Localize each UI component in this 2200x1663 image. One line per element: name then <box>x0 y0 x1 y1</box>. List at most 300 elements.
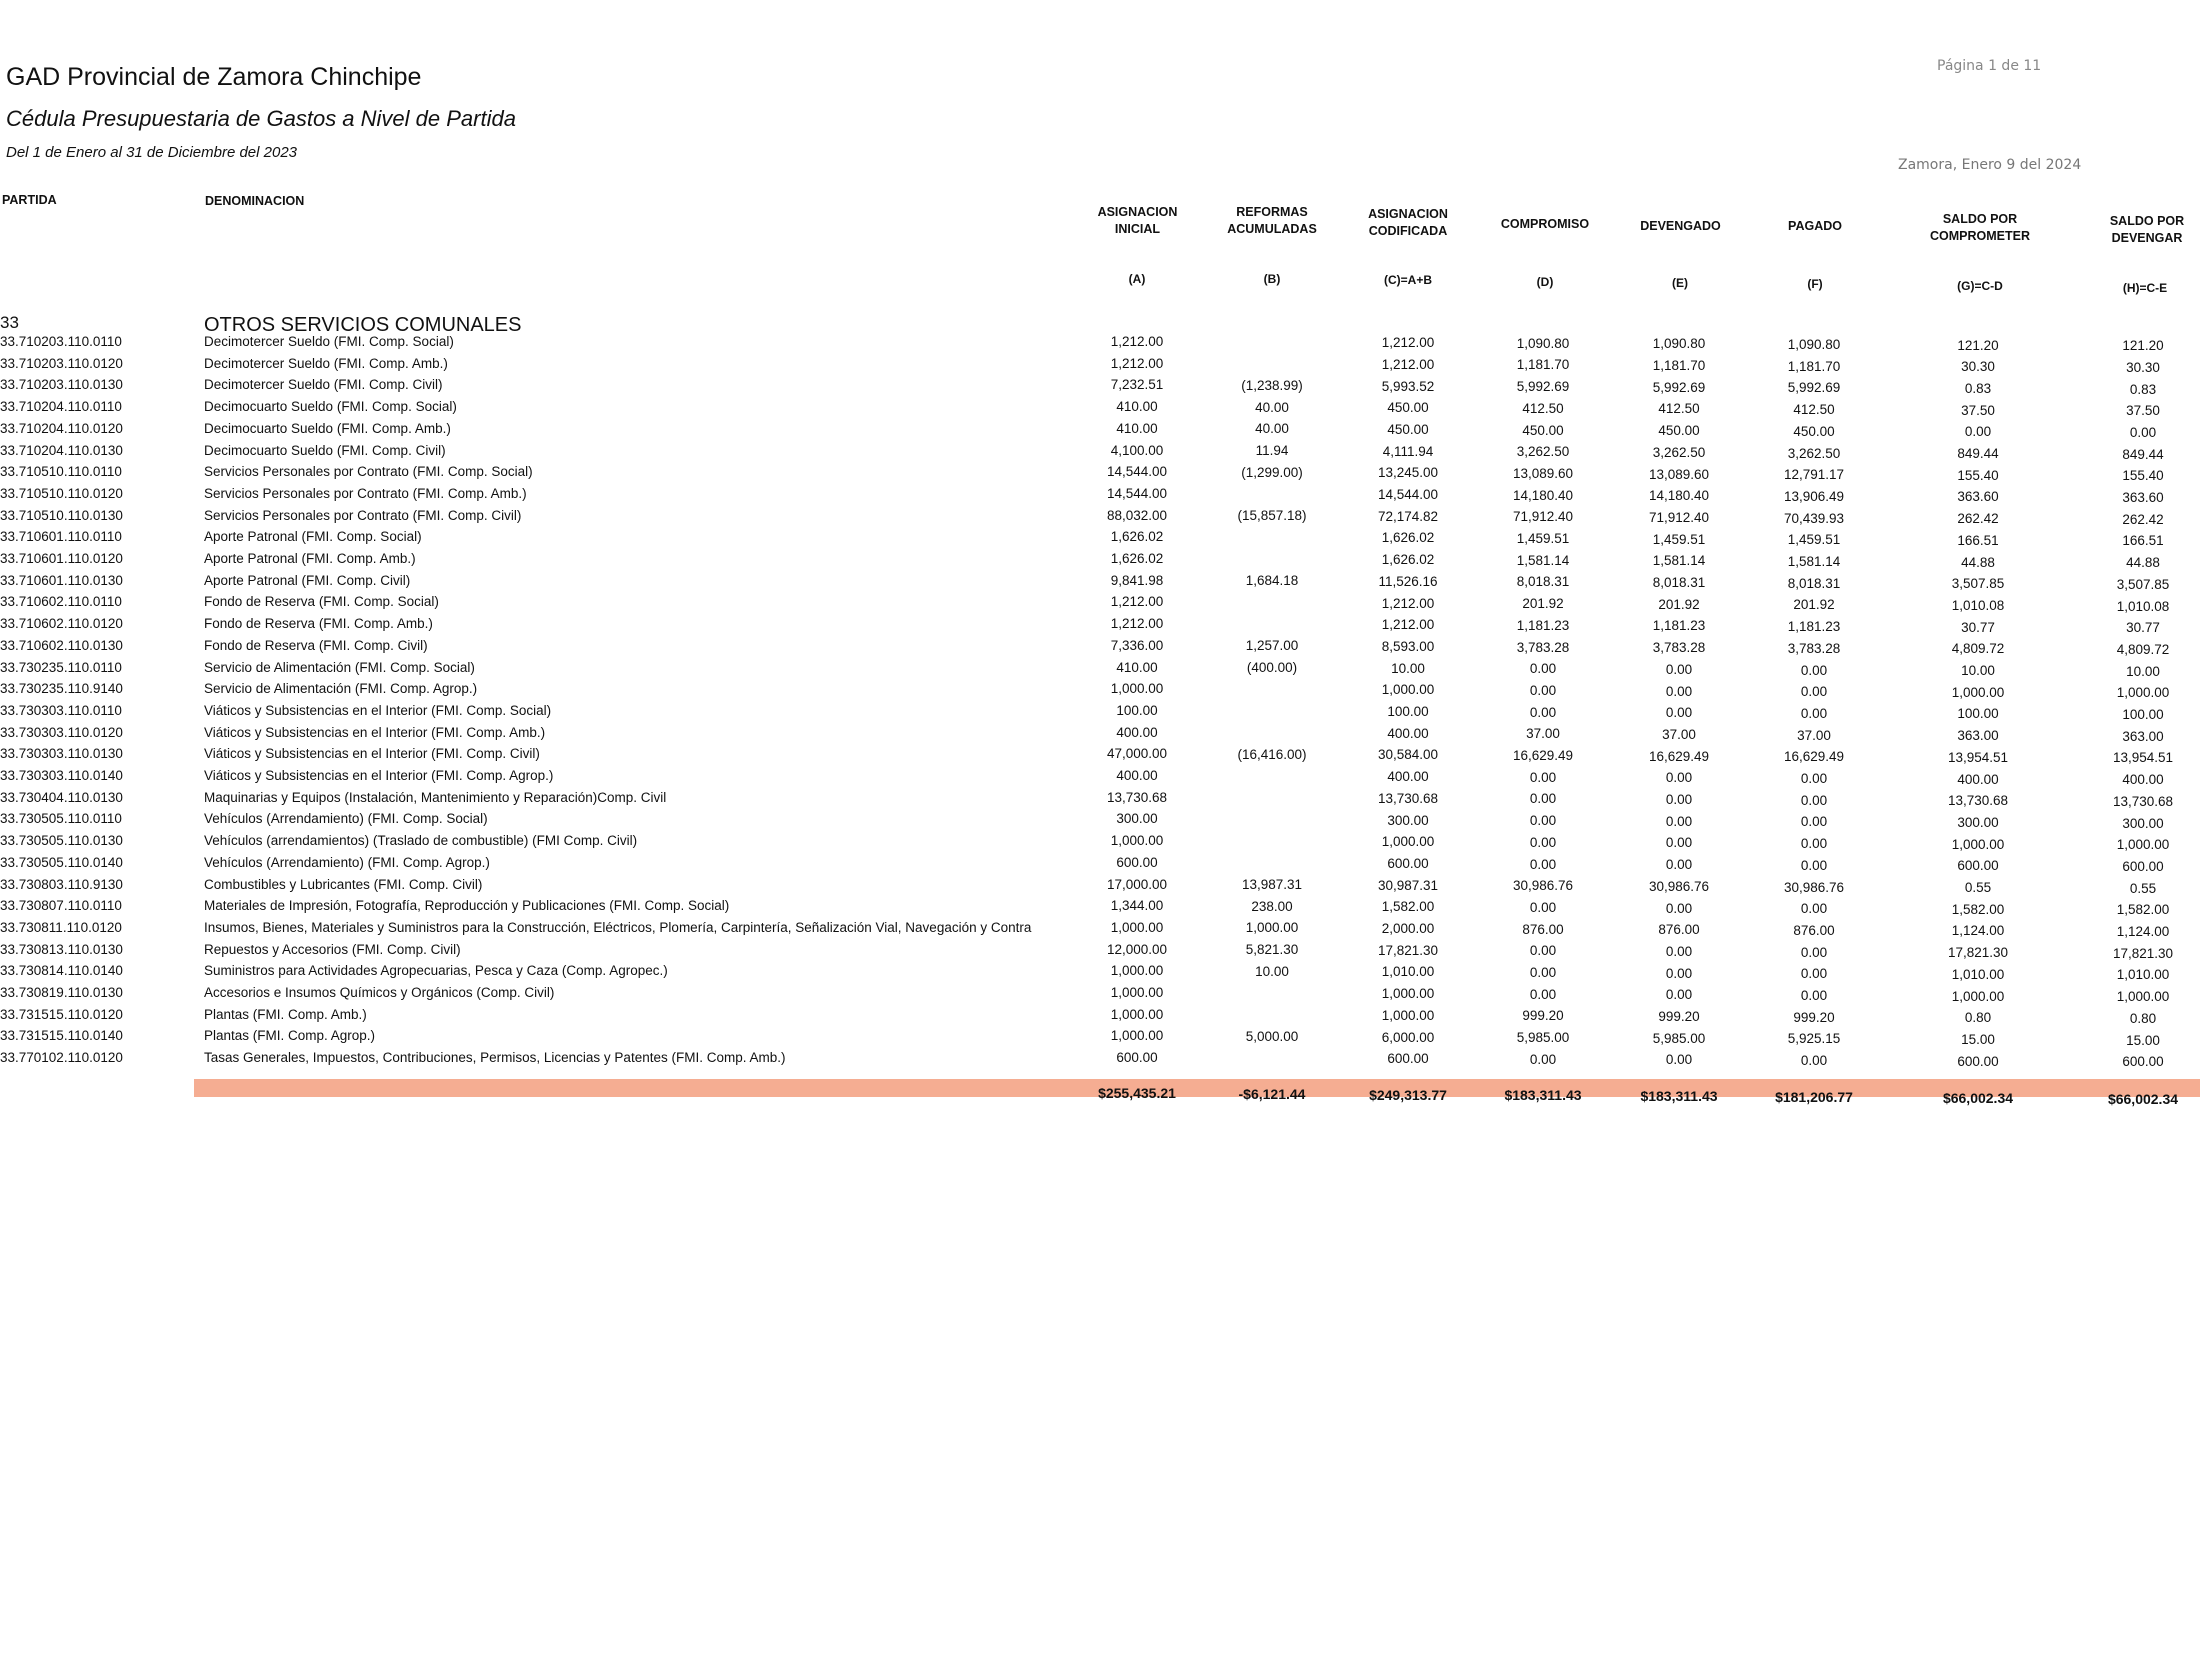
row-saldo-devengar: 1,124.00 <box>2116 924 2170 940</box>
row-partida: 33.730807.110.0110 <box>0 898 122 914</box>
row-asig-codificada: 14,544.00 <box>1377 487 1439 503</box>
row-asig-inicial: 600.00 <box>1116 1050 1158 1066</box>
row-denominacion: Viáticos y Subsistencias en el Interior (FMI. Comp. Civil) <box>204 746 540 762</box>
row-partida: 33.710203.110.0120 <box>0 355 123 371</box>
row-devengado: 1,090.80 <box>1652 336 1706 352</box>
row-asig-codificada: 1,212.00 <box>1381 595 1435 611</box>
col-saldo-devengar: SALDO POR DEVENGAR <box>2109 214 2185 245</box>
row-saldo-comprometer: 3,507.85 <box>1951 576 2005 592</box>
row-saldo-devengar: 1,000.00 <box>2116 685 2170 701</box>
table-row <box>0 898 2200 920</box>
row-pagado: 0.00 <box>1800 705 1828 721</box>
table-row <box>0 855 2200 877</box>
row-denominacion: Repuestos y Accesorios (FMI. Comp. Civil) <box>204 941 461 957</box>
row-saldo-comprometer: 17,821.30 <box>1947 945 2009 961</box>
row-saldo-devengar: 13,954.51 <box>2112 750 2174 766</box>
table-row <box>0 334 2200 356</box>
row-devengado: 1,181.23 <box>1652 618 1706 634</box>
row-partida: 33.710204.110.0120 <box>0 420 123 436</box>
col-partida: PARTIDA <box>2 193 57 207</box>
row-devengado: 876.00 <box>1658 922 1700 938</box>
row-saldo-comprometer: 30.30 <box>1961 359 1995 375</box>
row-saldo-devengar: 30.77 <box>2126 620 2160 636</box>
table-row <box>0 942 2200 964</box>
row-pagado: 8,018.31 <box>1787 575 1841 591</box>
row-partida: 33.710204.110.0110 <box>0 399 122 415</box>
row-partida: 33.710602.110.0120 <box>0 616 123 632</box>
row-asig-codificada: 1,000.00 <box>1381 986 1435 1002</box>
table-row <box>0 594 2200 616</box>
row-compromiso: 0.00 <box>1529 965 1557 981</box>
row-asig-inicial: 13,730.68 <box>1106 789 1168 805</box>
row-saldo-comprometer: 600.00 <box>1957 1053 1999 1069</box>
row-devengado: 13,089.60 <box>1648 466 1710 482</box>
row-denominacion: Decimotercer Sueldo (FMI. Comp. Civil) <box>204 377 443 393</box>
row-asig-inicial: 410.00 <box>1116 420 1158 436</box>
row-asig-inicial: 1,344.00 <box>1110 898 1164 914</box>
row-partida: 33.730505.110.0140 <box>0 854 123 870</box>
row-saldo-comprometer: 0.83 <box>1964 380 1992 396</box>
row-asig-codificada: 100.00 <box>1387 704 1429 720</box>
row-devengado: 412.50 <box>1658 401 1700 417</box>
row-compromiso: 1,090.80 <box>1516 335 1570 351</box>
row-denominacion: Viáticos y Subsistencias en el Interior (FMI. Comp. Amb.) <box>204 724 546 740</box>
row-saldo-comprometer: 1,000.00 <box>1951 684 2005 700</box>
table-row <box>0 833 2200 855</box>
row-partida: 33.731515.110.0140 <box>0 1028 123 1044</box>
row-asig-inicial: 4,100.00 <box>1110 442 1164 458</box>
row-asig-inicial: 410.00 <box>1116 399 1158 415</box>
row-denominacion: Decimocuarto Sueldo (FMI. Comp. Social) <box>204 399 457 415</box>
row-devengado: 1,459.51 <box>1652 531 1706 547</box>
row-compromiso: 0.00 <box>1529 769 1557 785</box>
row-denominacion: Tasas Generales, Impuestos, Contribuciones, Permisos, Licencias y Patentes (FMI. Comp. Amb.) <box>204 1050 786 1066</box>
row-saldo-devengar: 300.00 <box>2122 815 2164 831</box>
row-pagado: 201.92 <box>1793 597 1835 613</box>
table-row <box>0 551 2200 573</box>
table-row <box>0 963 2200 985</box>
row-pagado: 0.00 <box>1800 684 1828 700</box>
row-denominacion: Servicios Personales por Contrato (FMI. Comp. Civil) <box>204 507 522 523</box>
row-partida: 33.710204.110.0130 <box>0 442 123 458</box>
row-devengado: 1,581.14 <box>1652 553 1706 569</box>
table-row <box>0 660 2200 682</box>
row-devengado: 1,181.70 <box>1652 358 1706 374</box>
row-denominacion: Vehículos (Arrendamiento) (FMI. Comp. Agrop.) <box>204 854 490 870</box>
row-saldo-devengar: 1,000.00 <box>2116 837 2170 853</box>
row-partida: 33.730235.110.0110 <box>0 659 122 675</box>
row-partida: 33.710602.110.0110 <box>0 594 122 610</box>
row-saldo-devengar: 600.00 <box>2122 1054 2164 1070</box>
row-compromiso: 30,986.76 <box>1512 878 1574 894</box>
row-devengado: 0.00 <box>1665 987 1693 1003</box>
row-devengado: 999.20 <box>1658 1009 1700 1025</box>
row-saldo-comprometer: 1,124.00 <box>1951 923 2005 939</box>
row-partida: 33.710602.110.0130 <box>0 637 123 653</box>
row-asig-codificada: 400.00 <box>1387 725 1429 741</box>
row-saldo-devengar: 1,000.00 <box>2116 989 2170 1005</box>
total-reformas: -$6,121.44 <box>1238 1085 1306 1102</box>
row-partida: 33.730803.110.9130 <box>0 876 123 892</box>
row-saldo-devengar: 0.80 <box>2129 1010 2157 1026</box>
row-saldo-comprometer: 0.55 <box>1964 880 1992 896</box>
row-saldo-devengar: 0.55 <box>2129 880 2157 896</box>
row-devengado: 3,783.28 <box>1652 640 1706 656</box>
row-asig-inicial: 1,000.00 <box>1110 919 1164 935</box>
row-pagado: 412.50 <box>1793 402 1835 418</box>
row-denominacion: Servicio de Alimentación (FMI. Comp. Agrop.) <box>204 681 478 697</box>
row-asig-codificada: 13,730.68 <box>1377 790 1439 806</box>
row-compromiso: 876.00 <box>1522 921 1564 937</box>
table-row <box>0 877 2200 899</box>
row-pagado: 13,906.49 <box>1783 488 1845 504</box>
row-saldo-comprometer: 363.60 <box>1957 489 1999 505</box>
row-partida: 33.730303.110.0130 <box>0 746 123 762</box>
row-saldo-comprometer: 4,809.72 <box>1951 641 2005 657</box>
row-pagado: 12,791.17 <box>1783 467 1845 483</box>
table-row <box>0 681 2200 703</box>
row-saldo-comprometer: 10.00 <box>1961 663 1995 679</box>
col-asig-inicial: ASIGNACION INICIAL <box>1097 205 1178 236</box>
row-asig-codificada: 1,582.00 <box>1381 899 1435 915</box>
row-compromiso: 0.00 <box>1529 813 1557 829</box>
row-asig-inicial: 1,000.00 <box>1110 681 1164 697</box>
row-saldo-devengar: 1,582.00 <box>2116 902 2170 918</box>
row-asig-inicial: 1,212.00 <box>1110 616 1164 632</box>
row-saldo-devengar: 100.00 <box>2122 707 2164 723</box>
row-pagado: 0.00 <box>1800 1053 1828 1069</box>
row-saldo-devengar: 10.00 <box>2126 663 2160 679</box>
row-saldo-devengar: 121.20 <box>2122 338 2164 354</box>
row-saldo-devengar: 363.00 <box>2122 728 2164 744</box>
row-asig-codificada: 1,212.00 <box>1381 617 1435 633</box>
row-devengado: 0.00 <box>1665 943 1693 959</box>
row-compromiso: 1,581.14 <box>1516 552 1570 568</box>
row-saldo-comprometer: 121.20 <box>1957 337 1999 353</box>
row-reformas: 10.00 <box>1255 963 1289 979</box>
row-compromiso: 3,783.28 <box>1516 639 1570 655</box>
row-reformas: 40.00 <box>1255 399 1289 415</box>
row-pagado: 37.00 <box>1797 727 1831 743</box>
row-compromiso: 1,181.70 <box>1516 357 1570 373</box>
row-asig-inicial: 12,000.00 <box>1106 941 1168 957</box>
row-denominacion: Viáticos y Subsistencias en el Interior (FMI. Comp. Social) <box>204 702 552 718</box>
col-asig-codificada: ASIGNACION CODIFICADA <box>1368 207 1448 238</box>
row-denominacion: Servicios Personales por Contrato (FMI. Comp. Amb.) <box>204 485 527 501</box>
row-devengado: 30,986.76 <box>1648 878 1710 894</box>
row-denominacion: Plantas (FMI. Comp. Agrop.) <box>204 1028 376 1044</box>
row-saldo-devengar: 849.44 <box>2122 446 2164 462</box>
table-row <box>0 377 2200 399</box>
row-reformas: (15,857.18) <box>1237 508 1307 524</box>
row-denominacion: Decimotercer Sueldo (FMI. Comp. Amb.) <box>204 355 448 371</box>
row-pagado: 0.00 <box>1800 901 1828 917</box>
row-denominacion: Suministros para Actividades Agropecuarias, Pesca y Caza (Comp. Agropec.) <box>204 963 668 979</box>
row-saldo-comprometer: 15.00 <box>1961 1031 1995 1047</box>
row-partida: 33.710203.110.0130 <box>0 377 123 393</box>
row-asig-codificada: 1,010.00 <box>1381 964 1435 980</box>
row-devengado: 16,629.49 <box>1648 748 1710 764</box>
row-devengado: 3,262.50 <box>1652 444 1706 460</box>
row-saldo-devengar: 155.40 <box>2122 468 2164 484</box>
row-devengado: 0.00 <box>1665 792 1693 808</box>
row-denominacion: Fondo de Reserva (FMI. Comp. Civil) <box>204 637 428 653</box>
report-period: Del 1 de Enero al 31 de Diciembre del 2023 <box>6 144 298 161</box>
row-saldo-comprometer: 1,010.08 <box>1951 597 2005 613</box>
row-partida: 33.730505.110.0110 <box>0 811 122 827</box>
row-saldo-devengar: 4,809.72 <box>2116 641 2170 657</box>
sub-a: (A) <box>1128 272 1146 286</box>
row-asig-codificada: 1,626.02 <box>1381 530 1435 546</box>
row-pagado: 876.00 <box>1793 922 1835 938</box>
row-asig-inicial: 1,000.00 <box>1110 985 1164 1000</box>
row-devengado: 37.00 <box>1662 726 1696 742</box>
row-reformas: 13,987.31 <box>1241 877 1303 893</box>
row-asig-codificada: 6,000.00 <box>1381 1029 1435 1045</box>
row-asig-codificada: 450.00 <box>1387 400 1429 416</box>
row-asig-inicial: 1,000.00 <box>1110 963 1164 979</box>
total-asig-inicial: $255,435.21 <box>1098 1085 1176 1101</box>
row-partida: 33.730303.110.0140 <box>0 768 123 783</box>
row-saldo-comprometer: 13,954.51 <box>1947 749 2009 765</box>
row-asig-codificada: 1,000.00 <box>1381 1007 1435 1023</box>
row-denominacion: Decimocuarto Sueldo (FMI. Comp. Civil) <box>204 442 446 458</box>
row-reformas: 1,000.00 <box>1245 920 1299 936</box>
row-compromiso: 0.00 <box>1529 899 1557 915</box>
row-saldo-devengar: 1,010.00 <box>2116 967 2170 983</box>
row-denominacion: Materiales de Impresión, Fotografía, Reproducción y Publicaciones (FMI. Comp. Social) <box>204 898 730 914</box>
row-saldo-comprometer: 166.51 <box>1957 532 1999 548</box>
row-compromiso: 3,262.50 <box>1516 444 1570 460</box>
row-compromiso: 1,459.51 <box>1516 531 1570 547</box>
row-asig-codificada: 13,245.00 <box>1377 465 1439 481</box>
row-saldo-comprometer: 30.77 <box>1961 619 1995 635</box>
row-partida: 33.730814.110.0140 <box>0 963 123 979</box>
row-asig-codificada: 72,174.82 <box>1377 508 1439 524</box>
table-row <box>0 1007 2200 1029</box>
row-saldo-comprometer: 0.00 <box>1964 424 1992 440</box>
row-denominacion: Viáticos y Subsistencias en el Interior (FMI. Comp. Agrop.) <box>204 768 554 783</box>
col-compromiso: COMPROMISO <box>1500 217 1590 231</box>
total-compromiso: $183,311.43 <box>1504 1087 1582 1104</box>
row-devengado: 5,992.69 <box>1652 379 1706 395</box>
table-row <box>0 790 2200 812</box>
row-partida: 33.710203.110.0110 <box>0 334 122 349</box>
total-saldo-comprometer: $66,002.34 <box>1942 1089 2014 1106</box>
table-row <box>0 573 2200 595</box>
row-compromiso: 5,992.69 <box>1516 379 1570 395</box>
row-devengado: 0.00 <box>1665 661 1693 677</box>
total-saldo-devengar: $66,002.34 <box>2107 1090 2179 1107</box>
row-asig-codificada: 600.00 <box>1387 855 1429 871</box>
row-reformas: 1,684.18 <box>1245 573 1299 589</box>
row-saldo-comprometer: 13,730.68 <box>1947 793 2009 809</box>
page-number: Página 1 de 11 <box>1937 58 2042 74</box>
row-asig-inicial: 1,212.00 <box>1110 594 1164 610</box>
sub-g: (G)=C-D <box>1957 279 2003 293</box>
organization-name: GAD Provincial de Zamora Chinchipe <box>6 63 422 91</box>
row-compromiso: 14,180.40 <box>1512 487 1574 503</box>
row-pagado: 999.20 <box>1793 1009 1835 1025</box>
row-reformas: 40.00 <box>1255 421 1289 437</box>
row-compromiso: 0.00 <box>1529 1051 1557 1067</box>
row-devengado: 0.00 <box>1665 813 1693 829</box>
row-compromiso: 13,089.60 <box>1512 465 1574 481</box>
row-asig-inicial: 47,000.00 <box>1106 746 1168 762</box>
row-asig-inicial: 1,000.00 <box>1110 1028 1164 1044</box>
row-asig-codificada: 300.00 <box>1387 812 1429 828</box>
table-row <box>0 356 2200 378</box>
row-asig-codificada: 450.00 <box>1387 421 1429 437</box>
row-reformas: (16,416.00) <box>1237 746 1307 762</box>
row-asig-codificada: 11,526.16 <box>1378 573 1438 589</box>
row-saldo-comprometer: 1,010.00 <box>1951 966 2005 982</box>
row-compromiso: 8,018.31 <box>1516 574 1570 590</box>
row-pagado: 0.00 <box>1800 662 1828 678</box>
row-reformas: (1,299.00) <box>1241 464 1303 480</box>
row-denominacion: Aporte Patronal (FMI. Comp. Social) <box>204 529 422 545</box>
row-saldo-comprometer: 1,000.00 <box>1951 836 2005 852</box>
row-asig-inicial: 7,336.00 <box>1110 637 1164 653</box>
row-pagado: 0.00 <box>1800 792 1828 808</box>
row-saldo-devengar: 44.88 <box>2126 555 2160 571</box>
row-denominacion: Servicio de Alimentación (FMI. Comp. Social) <box>204 659 475 675</box>
row-denominacion: Fondo de Reserva (FMI. Comp. Social) <box>204 594 439 610</box>
col-reformas: REFORMAS ACUMULADAS <box>1227 205 1317 236</box>
sub-c: (C)=A+B <box>1383 273 1432 287</box>
row-saldo-devengar: 262.42 <box>2122 511 2164 527</box>
row-reformas: 1,257.00 <box>1245 638 1299 654</box>
row-compromiso: 999.20 <box>1522 1008 1564 1024</box>
table-row <box>0 1050 2200 1072</box>
col-pagado: PAGADO <box>1788 219 1842 233</box>
row-reformas: (1,238.99) <box>1241 377 1303 393</box>
row-asig-codificada: 1,626.02 <box>1381 552 1435 568</box>
total-asig-codificada: $249,313.77 <box>1369 1086 1447 1103</box>
row-partida: 33.730235.110.9140 <box>0 681 123 697</box>
row-partida: 33.710601.110.0130 <box>0 572 123 588</box>
row-saldo-comprometer: 849.44 <box>1957 446 1999 462</box>
row-asig-inicial: 1,000.00 <box>1110 833 1164 849</box>
row-asig-inicial: 14,544.00 <box>1106 464 1168 480</box>
row-asig-inicial: 410.00 <box>1116 659 1158 675</box>
table-row <box>0 486 2200 508</box>
row-pagado: 0.00 <box>1800 944 1828 960</box>
row-denominacion: Fondo de Reserva (FMI. Comp. Amb.) <box>204 616 433 632</box>
table-row <box>0 703 2200 725</box>
row-saldo-devengar: 30.30 <box>2126 359 2160 375</box>
table-row <box>0 1028 2200 1050</box>
row-asig-codificada: 600.00 <box>1387 1051 1429 1067</box>
sub-e: (E) <box>1672 276 1688 290</box>
row-partida: 33.730404.110.0130 <box>0 789 123 805</box>
row-asig-inicial: 400.00 <box>1116 768 1158 783</box>
row-compromiso: 0.00 <box>1529 682 1557 698</box>
row-asig-codificada: 10.00 <box>1391 660 1425 676</box>
table-row <box>0 768 2200 790</box>
row-saldo-devengar: 363.60 <box>2122 490 2164 506</box>
row-asig-inicial: 1,212.00 <box>1110 334 1164 349</box>
row-partida: 33.710601.110.0120 <box>0 551 123 566</box>
row-devengado: 0.00 <box>1665 770 1693 786</box>
row-compromiso: 37.00 <box>1526 726 1560 742</box>
row-saldo-devengar: 15.00 <box>2126 1032 2160 1048</box>
row-asig-inicial: 100.00 <box>1116 702 1158 718</box>
table-row <box>0 421 2200 443</box>
row-partida: 33.710601.110.0110 <box>0 529 122 545</box>
row-denominacion: Combustibles y Lubricantes (FMI. Comp. Civil) <box>204 876 483 892</box>
table-row <box>0 464 2200 486</box>
row-pagado: 0.00 <box>1800 988 1828 1003</box>
row-asig-codificada: 30,987.31 <box>1377 877 1439 893</box>
row-saldo-devengar: 600.00 <box>2122 858 2164 874</box>
row-saldo-comprometer: 100.00 <box>1957 706 1999 722</box>
row-compromiso: 0.00 <box>1529 661 1557 677</box>
row-saldo-devengar: 13,730.68 <box>2112 793 2174 809</box>
row-saldo-devengar: 0.83 <box>2129 381 2157 397</box>
col-denominacion: DENOMINACION <box>205 194 305 208</box>
row-denominacion: Vehículos (Arrendamiento) (FMI. Comp. Social) <box>204 811 488 827</box>
col-saldo-comprometer: SALDO POR COMPROMETER <box>1930 212 2030 243</box>
row-devengado: 5,985.00 <box>1652 1030 1706 1046</box>
row-pagado: 3,783.28 <box>1787 640 1841 656</box>
row-asig-inicial: 88,032.00 <box>1106 507 1168 523</box>
row-asig-inicial: 600.00 <box>1116 854 1158 870</box>
row-asig-inicial: 9,841.98 <box>1110 572 1164 588</box>
row-compromiso: 0.00 <box>1529 986 1557 1002</box>
row-asig-inicial: 17,000.00 <box>1106 876 1168 892</box>
row-partida: 33.731515.110.0120 <box>0 1006 123 1022</box>
sub-f: (F) <box>1807 277 1823 291</box>
row-devengado: 0.00 <box>1665 900 1693 916</box>
row-asig-codificada: 5,993.52 <box>1381 378 1435 394</box>
row-denominacion: Decimocuarto Sueldo (FMI. Comp. Amb.) <box>204 420 451 436</box>
row-compromiso: 1,181.23 <box>1516 617 1570 633</box>
row-asig-inicial: 7,232.51 <box>1110 377 1164 393</box>
row-asig-inicial: 1,626.02 <box>1110 529 1164 545</box>
table-row <box>0 985 2200 1007</box>
row-asig-codificada: 400.00 <box>1387 769 1429 785</box>
row-compromiso: 0.00 <box>1529 704 1557 720</box>
row-saldo-devengar: 0.00 <box>2129 424 2157 440</box>
row-pagado: 1,581.14 <box>1787 554 1841 569</box>
row-partida: 33.730813.110.0130 <box>0 941 123 957</box>
row-asig-codificada: 2,000.00 <box>1381 921 1435 937</box>
row-denominacion: Accesorios e Insumos Químicos y Orgánicos (Comp. Civil) <box>204 985 555 1000</box>
row-devengado: 8,018.31 <box>1652 575 1706 591</box>
row-saldo-devengar: 166.51 <box>2122 533 2164 549</box>
row-compromiso: 0.00 <box>1529 943 1557 959</box>
row-devengado: 0.00 <box>1665 705 1693 721</box>
row-pagado: 3,262.50 <box>1787 445 1841 461</box>
table-row <box>0 508 2200 530</box>
row-asig-codificada: 4,111.94 <box>1382 443 1434 459</box>
row-pagado: 5,992.69 <box>1787 380 1841 396</box>
row-asig-codificada: 17,821.30 <box>1377 942 1439 958</box>
row-devengado: 0.00 <box>1665 1052 1693 1068</box>
row-devengado: 201.92 <box>1658 596 1700 612</box>
row-saldo-devengar: 400.00 <box>2122 772 2164 788</box>
row-compromiso: 5,985.00 <box>1516 1030 1570 1046</box>
row-compromiso: 0.00 <box>1529 856 1557 872</box>
row-asig-inicial: 400.00 <box>1116 724 1158 740</box>
table-row <box>0 529 2200 551</box>
row-compromiso: 412.50 <box>1522 400 1564 416</box>
row-partida: 33.710510.110.0120 <box>0 485 123 501</box>
row-reformas: 11.94 <box>1255 443 1289 459</box>
row-reformas: 5,821.30 <box>1245 942 1299 958</box>
row-devengado: 71,912.40 <box>1648 509 1710 525</box>
